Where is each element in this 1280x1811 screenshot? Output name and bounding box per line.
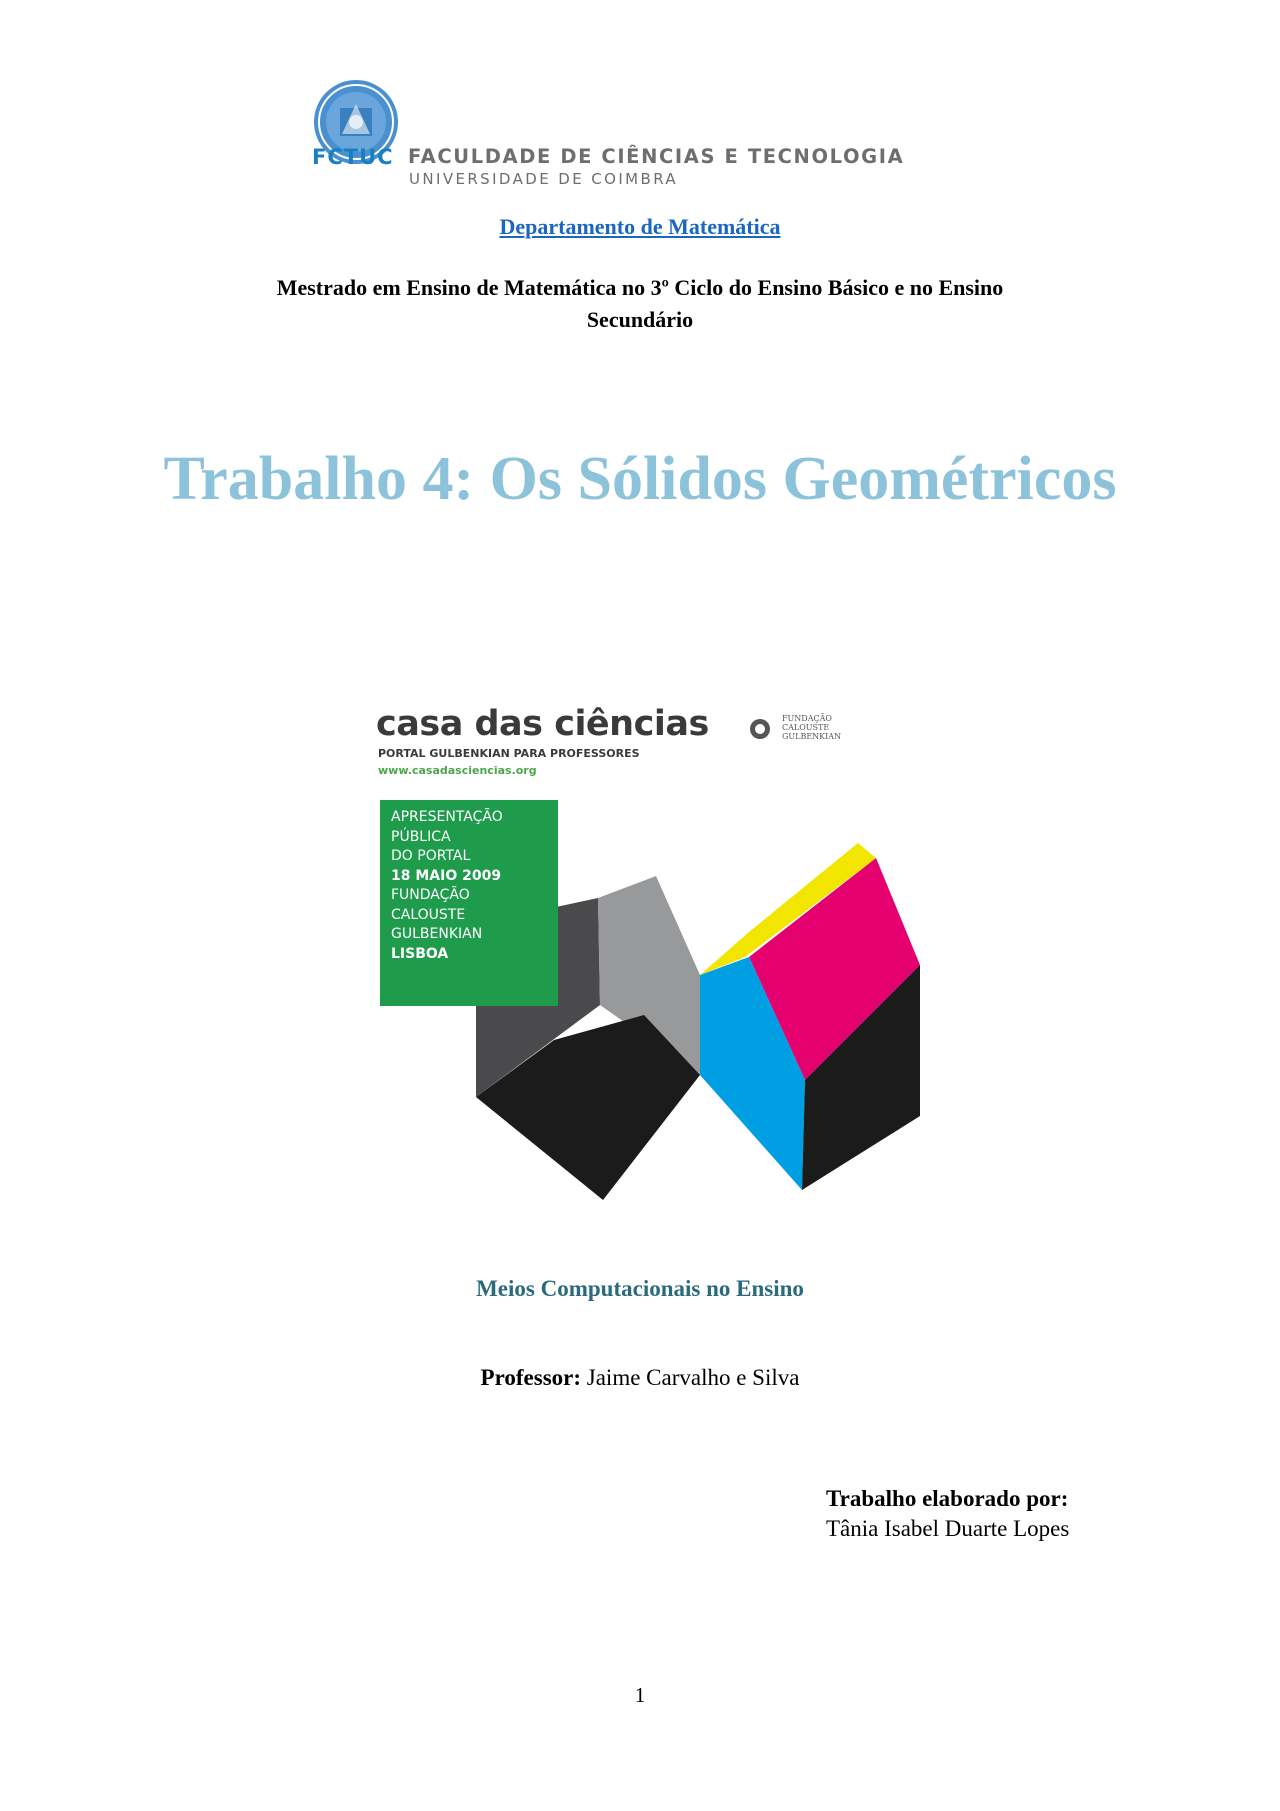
logo-university-name: UNIVERSIDADE DE COIMBRA bbox=[409, 170, 679, 188]
poster-subheading: PORTAL GULBENKIAN PARA PROFESSORES bbox=[378, 747, 640, 760]
foundation-line: FUNDAÇÃO bbox=[782, 714, 832, 723]
event-line: CALOUSTE bbox=[391, 906, 466, 923]
professor-line bbox=[0, 1365, 1280, 1391]
degree-title-line1: Mestrado em Ensino de Matemática no 3º Ciclo do Ensino Básico e no Ensino bbox=[276, 275, 1004, 300]
professor-name: Jaime Carvalho e Silva bbox=[581, 1365, 800, 1390]
degree-title bbox=[0, 272, 1280, 336]
event-line: DO PORTAL bbox=[391, 848, 471, 864]
logo-faculty-name: FACULDADE DE CIÊNCIAS E TECNOLOGIA bbox=[408, 145, 905, 168]
event-line: GULBENKIAN bbox=[391, 926, 483, 942]
foundation-line: GULBENKIAN bbox=[782, 732, 842, 741]
degree-title-line2: Secundário bbox=[586, 307, 694, 332]
poster-url: www.casadasciencias.org bbox=[378, 764, 537, 777]
poster-foundation-label bbox=[782, 714, 841, 741]
event-city: LISBOA bbox=[391, 945, 449, 962]
author-block bbox=[826, 1484, 1069, 1544]
event-line: PÚBLICA bbox=[391, 828, 451, 845]
page-number: 1 bbox=[634, 1683, 646, 1707]
foundation-line: CALOUSTE bbox=[782, 723, 830, 732]
event-date: 18 MAIO 2009 bbox=[391, 867, 502, 884]
author-name: Tânia Isabel Duarte Lopes bbox=[826, 1516, 1070, 1541]
poster-heading: casa das ciências bbox=[376, 704, 709, 744]
event-line: APRESENTAÇÃO bbox=[391, 809, 503, 825]
logo-abbreviation: FCTUC bbox=[312, 145, 394, 169]
department-link[interactable]: Departamento de Matemática bbox=[499, 214, 781, 239]
author-label: Trabalho elaborado por: bbox=[826, 1486, 1069, 1511]
event-line: FUNDAÇÃO bbox=[391, 887, 470, 903]
poster-event-text bbox=[391, 808, 503, 964]
document-title: Trabalho 4: Os Sólidos Geométricos bbox=[163, 445, 1117, 513]
course-name: Meios Computacionais no Ensino bbox=[476, 1276, 804, 1301]
professor-label: Professor: bbox=[480, 1365, 582, 1390]
